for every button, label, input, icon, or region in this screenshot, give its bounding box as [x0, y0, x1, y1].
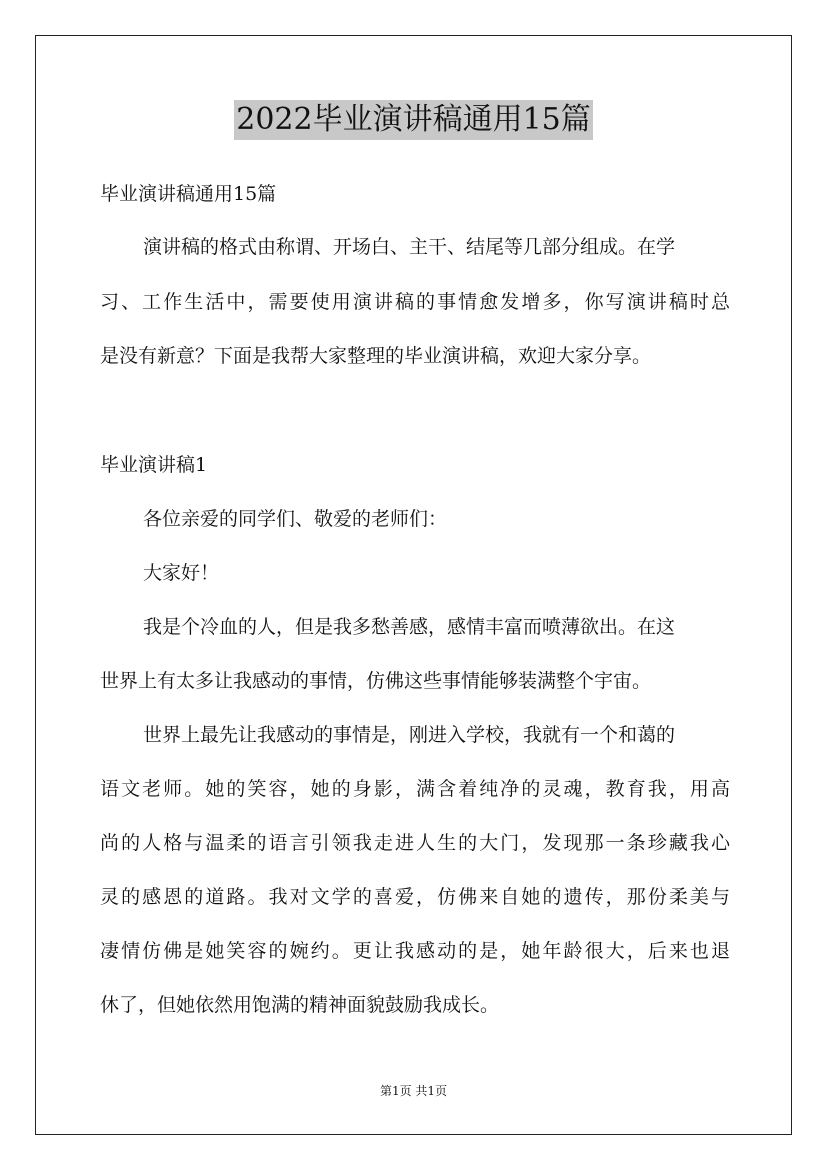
- document-subtitle: 毕业演讲稿通用15篇: [100, 183, 277, 205]
- title-container: [0, 100, 827, 140]
- intro-line-1: 演讲稿的格式由称谓、开场白、主干、结尾等几部分组成。在学: [143, 236, 676, 258]
- para1-line-2: 世界上有太多让我感动的事情，仿佛这些事情能够装满整个宇宙。: [100, 670, 652, 692]
- para1-line-1: 我是个冷血的人，但是我多愁善感，感情丰富而喷薄欲出。在这: [143, 616, 676, 638]
- salutation: 各位亲爱的同学们、敬爱的老师们：: [143, 508, 448, 530]
- para2-line-5: 凄情仿佛是她笑容的婉约。更让我感动的是，她年龄很大，后来也退: [100, 940, 730, 962]
- section-heading: 毕业演讲稿1: [100, 454, 208, 476]
- para2-line-6: 休了，但她依然用饱满的精神面貌鼓励我成长。: [100, 994, 500, 1016]
- para2-line-2: 语文老师。她的笑容，她的身影，满含着纯净的灵魂，教育我，用高: [100, 778, 730, 800]
- para2-line-3: 尚的人格与温柔的语言引领我走进人生的大门，发现那一条珍藏我心: [100, 832, 730, 854]
- intro-line-2: 习、工作生活中，需要使用演讲稿的事情愈发增多，你写演讲稿时总: [100, 291, 730, 313]
- page-footer: 第1页 共1页: [379, 1084, 448, 1098]
- para2-line-1: 世界上最先让我感动的事情是，刚进入学校，我就有一个和蔼的: [143, 724, 676, 746]
- greeting: 大家好！: [143, 562, 220, 584]
- para2-line-4: 灵的感恩的道路。我对文学的喜爱，仿佛来自她的遗传，那份柔美与: [100, 886, 730, 908]
- document-title: 2022毕业演讲稿通用15篇: [234, 100, 593, 140]
- intro-line-3: 是没有新意？下面是我帮大家整理的毕业演讲稿，欢迎大家分享。: [100, 345, 652, 367]
